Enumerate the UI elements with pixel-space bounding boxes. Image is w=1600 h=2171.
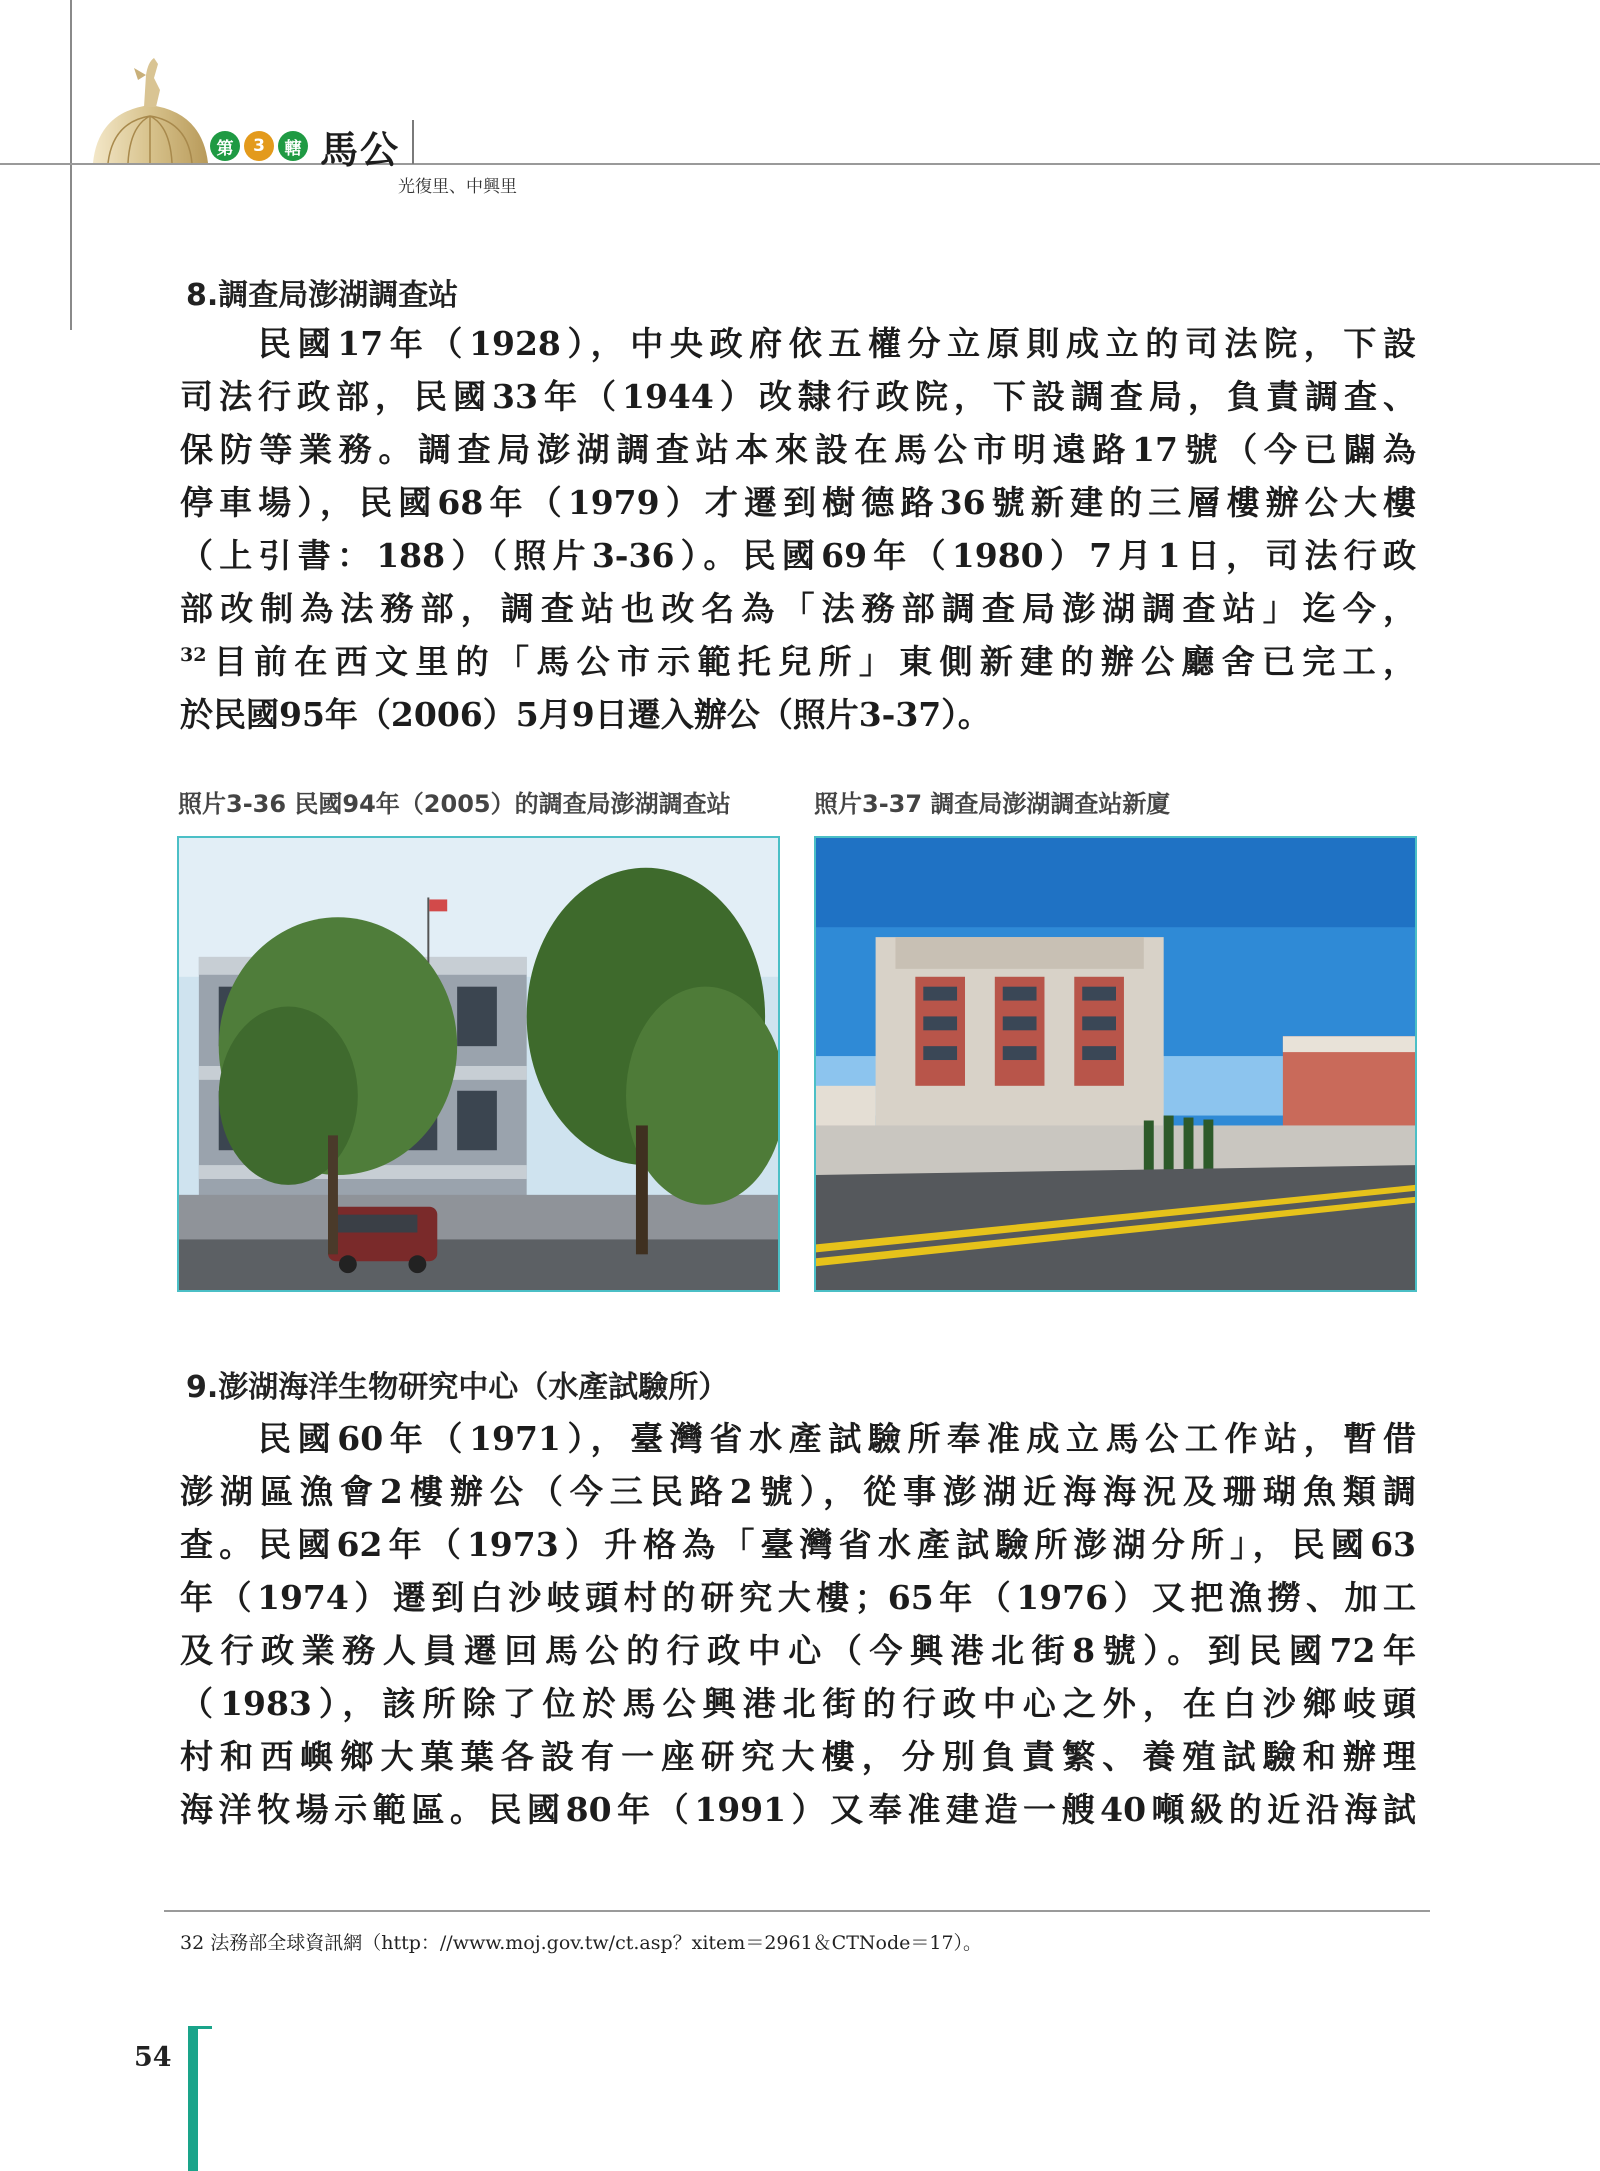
chapter-badge-number: 3 xyxy=(244,131,274,161)
section-9-heading: 9.澎湖海洋生物研究中心（水產試驗所） xyxy=(186,1370,729,1405)
chapter-title: 馬公 xyxy=(320,126,401,172)
paragraph-line: 及行政業務人員遷回馬公的行政中心（今興港北街8號）。到民國72年 xyxy=(180,1631,1416,1670)
paragraph-line: 於民國95年（2006）5月9日遷入辦公（照片3-37）。 xyxy=(180,695,991,734)
dome-statue-icon xyxy=(88,50,213,165)
chapter-label xyxy=(210,126,401,172)
footnote-32: 32 法務部全球資訊網（http：//www.moj.gov.tw/ct.asp？xitem＝2961＆CTNode＝17）。 xyxy=(180,1932,983,1954)
header-title-divider xyxy=(412,120,414,164)
chapter-badge-suffix: 轄 xyxy=(278,131,308,161)
paragraph-line: 海洋牧場示範區。民國80年（1991）又奉准建造一艘40噸級的近沿海試 xyxy=(180,1790,1416,1829)
page-number: 54 xyxy=(134,2042,172,2073)
footnote-reference: 32 xyxy=(180,644,207,666)
section-8-body xyxy=(180,317,1416,741)
paragraph-line: 司法行政部，民國33年（1944）改隸行政院，下設調查局，負責調查、 xyxy=(180,377,1416,416)
paragraph-line: 查。民國62年（1973）升格為「臺灣省水產試驗所澎湖分所」，民國63 xyxy=(180,1525,1416,1564)
section-8-heading: 8.調查局澎湖調查站 xyxy=(186,278,459,313)
paragraph-line: 澎湖區漁會2樓辦公（今三民路2號），從事澎湖近海海況及珊瑚魚類調 xyxy=(180,1472,1416,1511)
paragraph-line: 民國60年（1971），臺灣省水產試驗所奉准成立馬公工作站，暫借 xyxy=(258,1419,1416,1458)
paragraph-line: （上引書：188）（照片3-36）。民國69年（1980）7月1日，司法行政 xyxy=(180,536,1416,575)
paragraph-line: 保防等業務。調查局澎湖調查站本來設在馬公市明遠路17號（今已闢為 xyxy=(180,430,1416,469)
photo-3-37-new-building xyxy=(814,836,1417,1292)
paragraph-line: 村和西嶼鄉大菓葉各設有一座研究大樓，分別負責繁、養殖試驗和辦理 xyxy=(180,1737,1416,1776)
header-vertical-rule xyxy=(70,0,72,330)
paragraph-line: 停車場），民國68年（1979）才遷到樹德路36號新建的三層樓辦公大樓 xyxy=(180,483,1416,522)
photo-3-37-caption: 照片3-37 調查局澎湖調查站新廈 xyxy=(814,790,1171,818)
footnote-rule xyxy=(164,1910,1430,1912)
page-number-tick xyxy=(188,2026,212,2029)
page-number-bar xyxy=(188,2026,198,2171)
photo-3-36-old-station xyxy=(177,836,780,1292)
chapter-subtitle: 光復里、中興里 xyxy=(398,177,517,197)
section-9-body xyxy=(180,1412,1416,1836)
paragraph-line: 年（1974）遷到白沙岐頭村的研究大樓；65年（1976）又把漁撈、加工 xyxy=(180,1578,1416,1617)
paragraph-line-text: 目前在西文里的「馬公市示範托兒所」東側新建的辦公廳舍已完工， xyxy=(206,642,1416,681)
paragraph-line-with-footnote xyxy=(180,635,1416,688)
photo-3-36-caption: 照片3-36 民國94年（2005）的調查局澎湖調查站 xyxy=(178,790,731,818)
paragraph-line: （1983），該所除了位於馬公興港北街的行政中心之外，在白沙鄉岐頭 xyxy=(180,1684,1416,1723)
chapter-badge-prefix: 第 xyxy=(210,131,240,161)
paragraph-line: 部改制為法務部，調查站也改名為「法務部調查局澎湖調查站」迄今， xyxy=(180,589,1416,628)
paragraph-line: 民國17年（1928），中央政府依五權分立原則成立的司法院，下設 xyxy=(258,324,1416,363)
